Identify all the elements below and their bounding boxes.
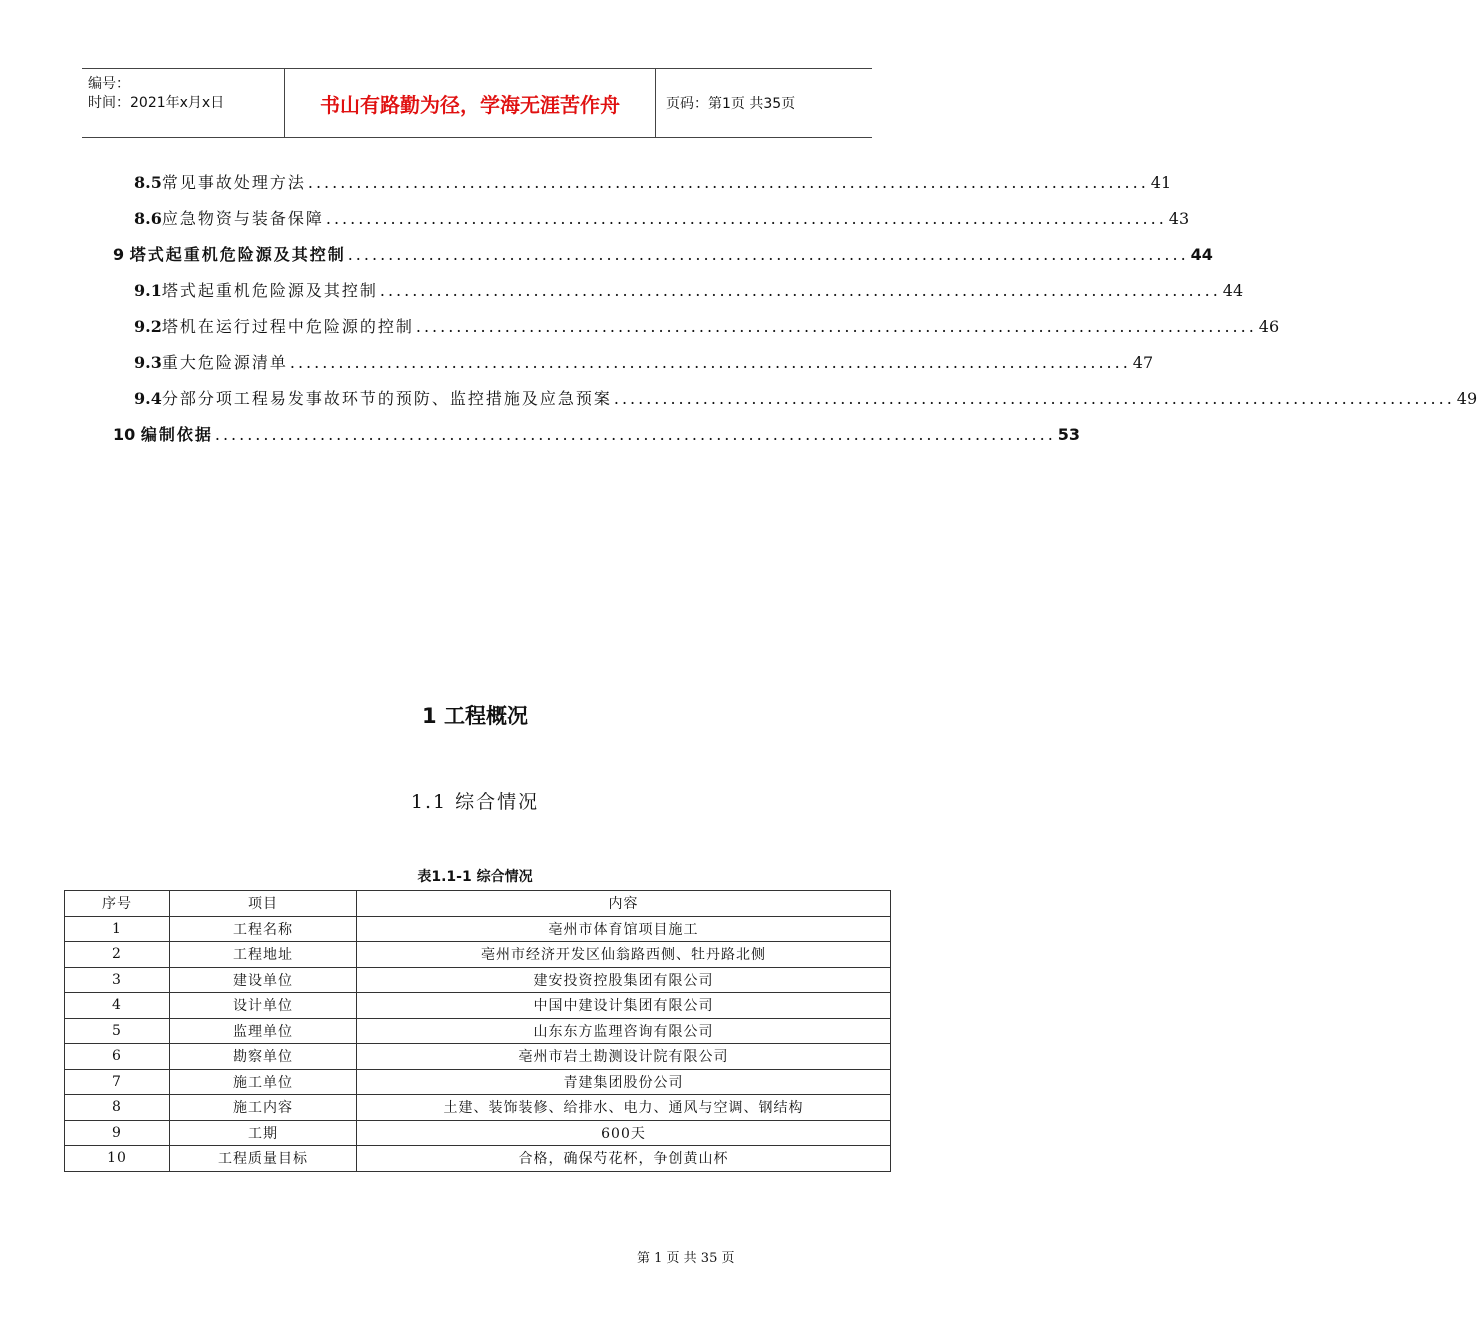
cell-index: 10 — [65, 1146, 170, 1172]
table-header-row — [65, 891, 891, 917]
cell-content: 600天 — [357, 1120, 891, 1146]
cell-content: 合格，确保芍花杯，争创黄山杯 — [357, 1146, 891, 1172]
toc-leader: ........................................................................................................ — [379, 281, 1221, 300]
toc-number: 10 — [113, 425, 141, 444]
toc-page: 47 — [1132, 353, 1154, 372]
cell-item: 工程质量目标 — [170, 1146, 357, 1172]
toc-entry[interactable] — [113, 242, 1213, 266]
page-header — [82, 68, 872, 138]
toc-entry[interactable] — [134, 314, 1280, 338]
cell-item: 工程名称 — [170, 916, 357, 942]
table-row — [65, 1044, 891, 1070]
cell-index: 5 — [65, 1018, 170, 1044]
toc-text: 编制依据 — [140, 425, 213, 444]
toc-leader: ........................................................................................................ — [415, 317, 1257, 336]
cell-index: 7 — [65, 1069, 170, 1095]
toc-text: 塔式起重机危险源及其控制 — [161, 281, 378, 300]
cell-item: 工期 — [170, 1120, 357, 1146]
table-row — [65, 993, 891, 1019]
toc-entry[interactable] — [134, 350, 1154, 374]
cell-content: 中国中建设计集团有限公司 — [357, 993, 891, 1019]
cell-index: 8 — [65, 1095, 170, 1121]
cell-index: 6 — [65, 1044, 170, 1070]
time-label: 时间：2021年x月x日 — [88, 95, 225, 111]
toc-leader: ........................................................................................................ — [613, 389, 1455, 408]
toc-number: 9.2 — [134, 317, 162, 336]
header-cell-index: 序号 — [65, 891, 170, 917]
toc-page: 44 — [1222, 281, 1244, 300]
table-caption: 表1.1-1 综合情况 — [417, 869, 533, 885]
toc-number: 9.3 — [134, 353, 162, 372]
cell-content: 亳州市经济开发区仙翁路西侧、牡丹路北侧 — [357, 942, 891, 968]
cell-item: 监理单位 — [170, 1018, 357, 1044]
cell-content: 亳州市体育馆项目施工 — [357, 916, 891, 942]
header-page-info: 页码：第1页 共35页 — [666, 96, 796, 112]
subsection-title: 1.1 综合情况 — [410, 791, 540, 813]
table-row — [65, 1095, 891, 1121]
toc-page: 46 — [1258, 317, 1280, 336]
cell-item: 勘察单位 — [170, 1044, 357, 1070]
toc-entry[interactable] — [134, 170, 1172, 194]
toc-leader: ........................................................................................................ — [347, 245, 1189, 264]
toc-text: 塔机在运行过程中危险源的控制 — [161, 317, 414, 336]
toc-number: 9 — [113, 245, 130, 264]
toc-entry[interactable] — [113, 422, 1081, 446]
section-title: 1 工程概况 — [422, 704, 528, 728]
cell-content: 山东东方监理咨询有限公司 — [357, 1018, 891, 1044]
toc-page: 41 — [1150, 173, 1172, 192]
table-row — [65, 1018, 891, 1044]
cell-content: 建安投资控股集团有限公司 — [357, 967, 891, 993]
table-row — [65, 1120, 891, 1146]
toc-page: 53 — [1057, 425, 1081, 444]
toc-text: 应急物资与装备保障 — [161, 209, 324, 228]
overview-table — [64, 890, 891, 1172]
cell-item: 施工单位 — [170, 1069, 357, 1095]
toc-entry[interactable] — [134, 386, 1477, 410]
header-cell-content: 内容 — [357, 891, 891, 917]
cell-content: 青建集团股份公司 — [357, 1069, 891, 1095]
cell-index: 9 — [65, 1120, 170, 1146]
cell-content: 亳州市岩土勘测设计院有限公司 — [357, 1044, 891, 1070]
toc-number: 8.5 — [134, 173, 162, 192]
page-footer: 第 1 页 共 35 页 — [637, 1251, 735, 1266]
toc-text: 塔式起重机危险源及其控制 — [129, 245, 346, 264]
header-motto: 书山有路勤为径，学海无涯苦作舟 — [284, 69, 656, 137]
table-row — [65, 942, 891, 968]
toc-leader: ........................................................................................................ — [325, 209, 1167, 228]
cell-item: 工程地址 — [170, 942, 357, 968]
cell-index: 4 — [65, 993, 170, 1019]
toc-number: 9.4 — [134, 389, 162, 408]
header-cell-item: 项目 — [170, 891, 357, 917]
toc-entry[interactable] — [134, 278, 1244, 302]
table-row — [65, 1069, 891, 1095]
toc-page: 44 — [1190, 245, 1213, 264]
cell-item: 建设单位 — [170, 967, 357, 993]
toc-number: 9.1 — [134, 281, 162, 300]
table-row — [65, 916, 891, 942]
toc-text: 分部分项工程易发事故环节的预防、监控措施及应急预案 — [161, 389, 612, 408]
header-meta — [82, 69, 284, 137]
toc-number: 8.6 — [134, 209, 162, 228]
table-row — [65, 967, 891, 993]
cell-item: 设计单位 — [170, 993, 357, 1019]
toc-leader: ........................................................................................................ — [307, 173, 1149, 192]
toc-text: 重大危险源清单 — [161, 353, 288, 372]
toc-page: 43 — [1168, 209, 1190, 228]
cell-item: 施工内容 — [170, 1095, 357, 1121]
toc-entry[interactable] — [134, 206, 1190, 230]
table-row — [65, 1146, 891, 1172]
toc-leader: ........................................................................................................ — [214, 425, 1056, 444]
toc-text: 常见事故处理方法 — [161, 173, 306, 192]
toc-leader: ........................................................................................................ — [289, 353, 1131, 372]
cell-content: 土建、装饰装修、给排水、电力、通风与空调、钢结构 — [357, 1095, 891, 1121]
cell-index: 1 — [65, 916, 170, 942]
cell-index: 2 — [65, 942, 170, 968]
cell-index: 3 — [65, 967, 170, 993]
toc-page: 49 — [1456, 389, 1477, 408]
number-label: 编号： — [88, 76, 130, 92]
